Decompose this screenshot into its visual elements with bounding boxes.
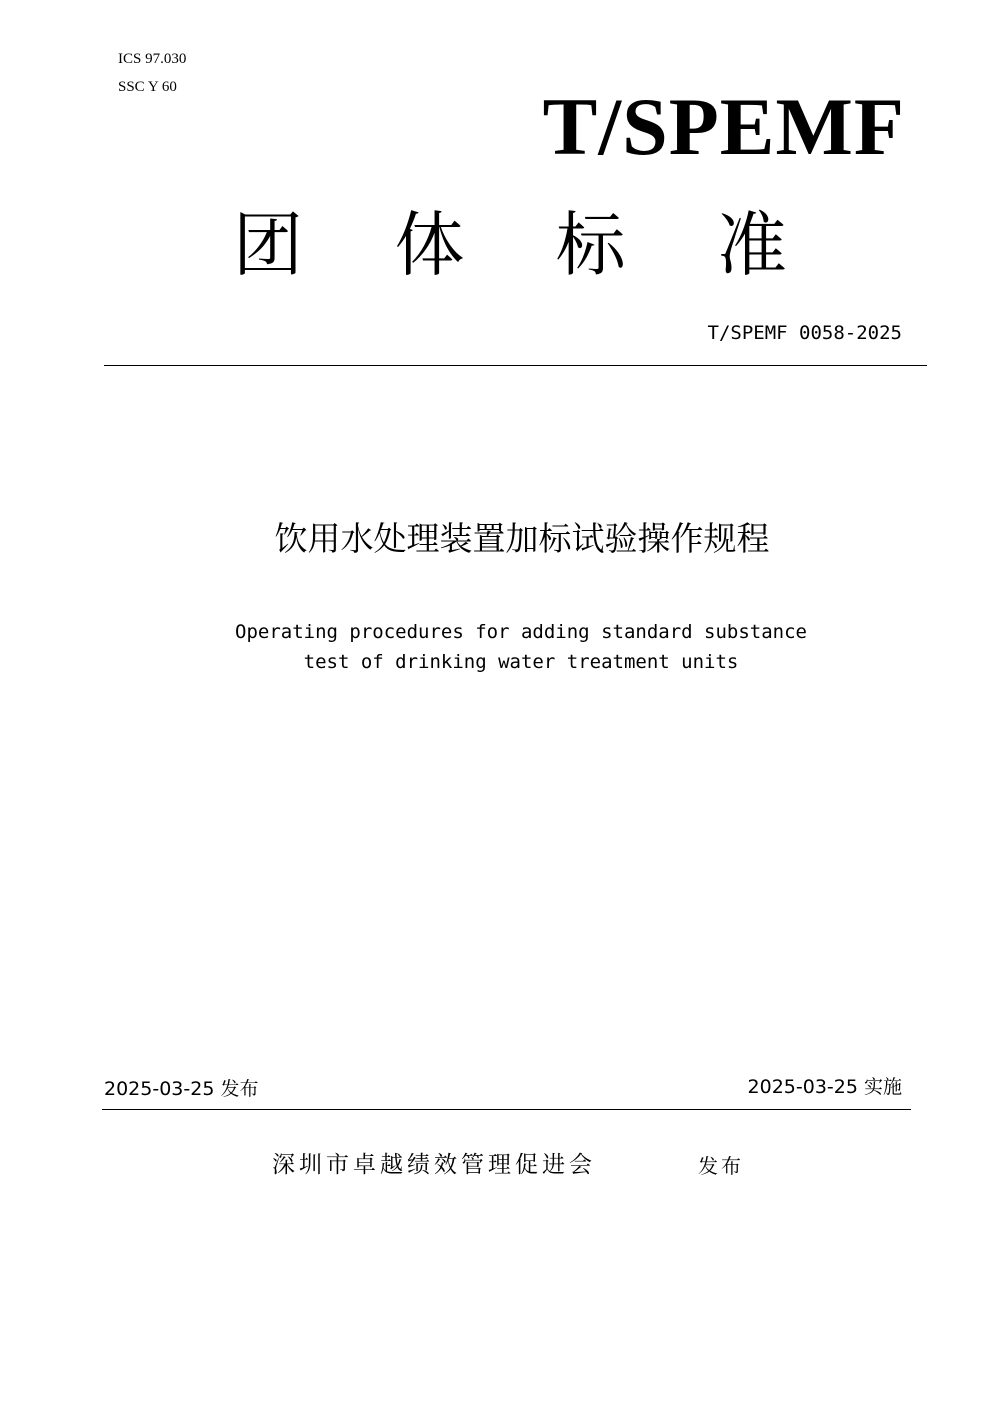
- publish-label: 发布: [698, 1154, 744, 1178]
- header-divider: [104, 365, 927, 366]
- standard-category-heading: [230, 200, 790, 290]
- category-char-1: 团: [233, 204, 303, 286]
- footer-divider: [102, 1109, 911, 1110]
- english-title: [0, 617, 1000, 677]
- standard-number: T/SPEMF 0058-2025: [707, 322, 902, 344]
- ssc-code: SSC Y 60: [118, 79, 177, 95]
- implementation-date: 2025-03-25 实施: [747, 1076, 902, 1098]
- category-char-4: 准: [716, 204, 787, 286]
- english-title-line-2: test of drinking water treatment units: [303, 651, 739, 673]
- chinese-title: 饮用水处理装置加标试验操作规程: [274, 519, 770, 558]
- standard-brand-mark: T/SPEMF: [542, 81, 905, 172]
- publisher-name: 深圳市卓越绩效管理促进会: [272, 1152, 596, 1178]
- category-char-2: 体: [394, 204, 465, 286]
- issue-date: 2025-03-25 发布: [104, 1078, 259, 1100]
- category-char-3: 标: [555, 204, 626, 286]
- english-title-line-1: Operating procedures for adding standard substance: [235, 621, 807, 643]
- ics-code: ICS 97.030: [118, 51, 187, 67]
